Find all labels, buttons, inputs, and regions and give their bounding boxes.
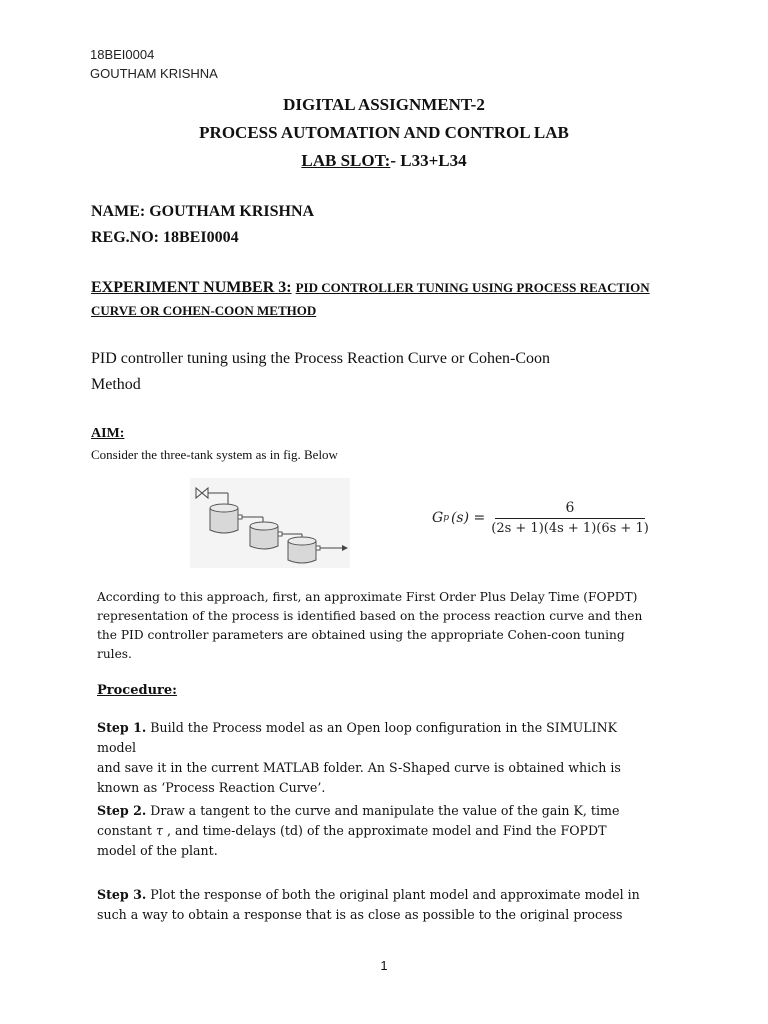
step-1-line-3: known as ‘Process Reaction Curve’. [97, 780, 326, 795]
step-2-line-1: Draw a tangent to the curve and manipulate the value of the gain K, time [146, 803, 620, 818]
approach-line-1: According to this approach, first, an approximate First Order Plus Delay Time (FOPDT) [97, 590, 638, 604]
tau-symbol: τ [155, 823, 163, 838]
transfer-function [432, 500, 649, 536]
approach-paragraph [97, 588, 657, 664]
experiment-heading [91, 279, 650, 297]
step-1-label: Step 1. [97, 720, 147, 735]
tank-2 [250, 522, 282, 549]
title-line-3 [0, 151, 768, 171]
step-2-line-2b: , and time-delays (td) of the approximate model and Find the FOPDT [162, 823, 607, 838]
experiment-title-line-2: CURVE OR COHEN-COON METHOD [91, 303, 317, 318]
experiment-title-line-1: PID CONTROLLER TUNING USING PROCESS REACTION [295, 280, 650, 295]
subtitle-line-2: Method [91, 376, 141, 393]
tf-arg: (s) = [450, 510, 486, 526]
tf-sub: p [443, 513, 449, 523]
title-line-2: PROCESS AUTOMATION AND CONTROL LAB [199, 123, 569, 142]
step-2-line-3: model of the plant. [97, 843, 218, 858]
step-2-line-2a: constant [97, 823, 156, 838]
subtitle-line-1: PID controller tuning using the Process Reaction Curve or Cohen-Coon [91, 350, 551, 367]
lab-slot-value: - L33+L34 [390, 151, 467, 170]
lab-slot-label: LAB SLOT: [301, 151, 391, 170]
procedure-heading: Procedure: [97, 683, 177, 698]
tf-lhs: G [432, 510, 444, 526]
aim-heading: AIM: [91, 426, 125, 441]
tank-3 [288, 537, 320, 563]
step-1-line-1: Build the Process model as an Open loop configuration in the SIMULINK model [97, 720, 618, 755]
page-number: 1 [380, 958, 388, 973]
header-reg-line: 18BEI0004 [90, 47, 155, 62]
tank-1 [210, 504, 242, 533]
header-name-line: GOUTHAM KRISHNA [90, 66, 218, 81]
tf-numerator: 6 [495, 500, 645, 519]
approach-line-3: the PID controller parameters are obtained using the appropriate Cohen-coon tuning [97, 628, 625, 642]
three-tank-figure [190, 478, 350, 568]
step-1-line-2: and save it in the current MATLAB folder. An S-Shaped curve is obtained which is [97, 760, 621, 775]
step-3-line-2: such a way to obtain a response that is as close as possible to the original process [97, 907, 623, 922]
step-3-line-1: Plot the response of both the original plant model and approximate model in [146, 887, 640, 902]
approach-line-2: representation of the process is identified based on the process reaction curve and then [97, 609, 643, 623]
aim-text: Consider the three-tank system as in fig. Below [91, 447, 338, 462]
step-2-label: Step 2. [97, 803, 147, 818]
step-3 [97, 885, 657, 925]
experiment-label: EXPERIMENT NUMBER 3: [91, 279, 292, 296]
step-1 [97, 718, 657, 798]
approach-line-4: rules. [97, 647, 132, 661]
student-name: NAME: GOUTHAM KRISHNA [91, 203, 315, 220]
student-regno: REG.NO: 18BEI0004 [91, 229, 239, 246]
step-3-label: Step 3. [97, 887, 147, 902]
tf-denominator: (2s + 1)(4s + 1)(6s + 1) [491, 521, 649, 536]
title-line-1: DIGITAL ASSIGNMENT-2 [283, 95, 485, 114]
step-2 [97, 801, 657, 861]
